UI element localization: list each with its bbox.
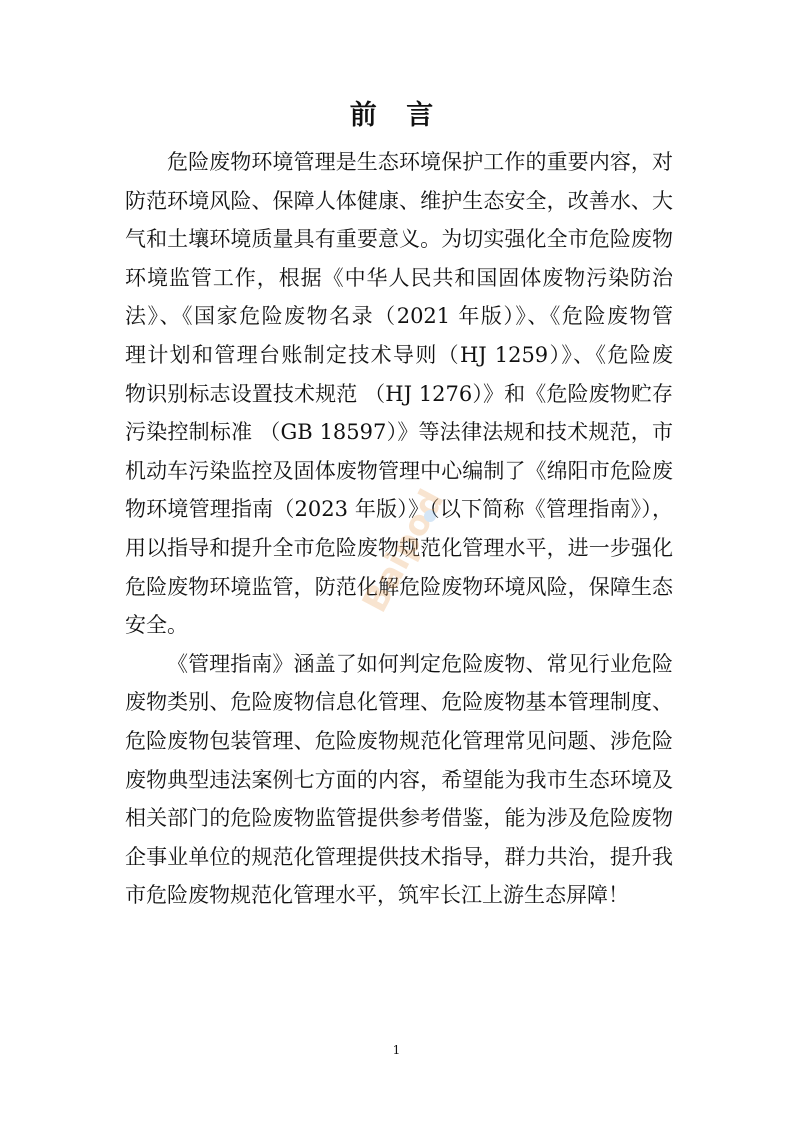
page-number: 1 xyxy=(392,1043,401,1057)
paragraph-1-line-1: 危险废物环境管理是生态环境保护工作的重要内容，对 xyxy=(167,150,673,174)
paragraph-2-line-2: 废物类别、危险废物信息化管理、危险废物基本管理制度、 xyxy=(125,690,673,715)
paragraph-1-line-11: 用以指导和提升全市危险废物规范化管理水平，进一步强化 xyxy=(125,535,673,560)
watermark-text: Baipod xyxy=(354,483,453,620)
paragraph-2-line-3: 危险废物包装管理、危险废物规范化管理常见问题、涉危险 xyxy=(125,728,673,753)
paragraph-1-line-12: 危险废物环境监管，防范化解危险废物环境风险，保障生态 xyxy=(125,574,673,599)
paragraph-2-line-7: 市危险废物规范化管理水平，筑牢长江上游生态屏障！ xyxy=(125,883,629,908)
paragraph-2-line-1: 《管理指南》涵盖了如何判定危险废物、常见行业危险 xyxy=(167,651,673,676)
paragraph-1-line-9: 机动车污染监控及固体废物管理中心编制了《绵阳市危险废 xyxy=(125,458,673,483)
paragraph-1-line-6: 理计划和管理台账制定技术导则（HJ 1259）》、《危险废 xyxy=(125,342,673,367)
paragraph-1-line-10: 物环境管理指南（2023 年版）》（以下简称《管理指南》）， xyxy=(125,497,673,522)
page-title: 前 言 xyxy=(349,100,444,131)
body-text xyxy=(125,143,673,915)
paragraph-1-line-7: 物识别标志设置技术规范 （HJ 1276）》和《危险废物贮存 xyxy=(125,381,673,406)
paragraph-2-line-6: 企事业单位的规范化管理提供技术指导，群力共治，提升我 xyxy=(125,844,673,869)
paragraph-1-line-8: 污染控制标准 （GB 18597）》等法律法规和技术规范，市 xyxy=(125,420,673,445)
paragraph-2-line-4: 废物典型违法案例七方面的内容，希望能为我市生态环境及 xyxy=(125,767,673,792)
paragraph-1-line-3: 气和土壤环境质量具有重要意义。为切实强化全市危险废物 xyxy=(125,227,673,252)
paragraph-1-line-2: 防范环境风险、保障人体健康、维护生态安全，改善水、大 xyxy=(125,188,673,213)
paragraph-1-line-13: 安全。 xyxy=(125,613,188,638)
paragraph-1-line-4: 环境监管工作，根据《中华人民共和国固体废物污染防治 xyxy=(125,265,673,290)
paragraph-2-line-5: 相关部门的危险废物监管提供参考借鉴，能为涉及危险废物 xyxy=(125,806,673,831)
paragraph-1-line-5: 法》、《国家危险废物名录（2021 年版）》、《危险废物管 xyxy=(125,304,673,329)
